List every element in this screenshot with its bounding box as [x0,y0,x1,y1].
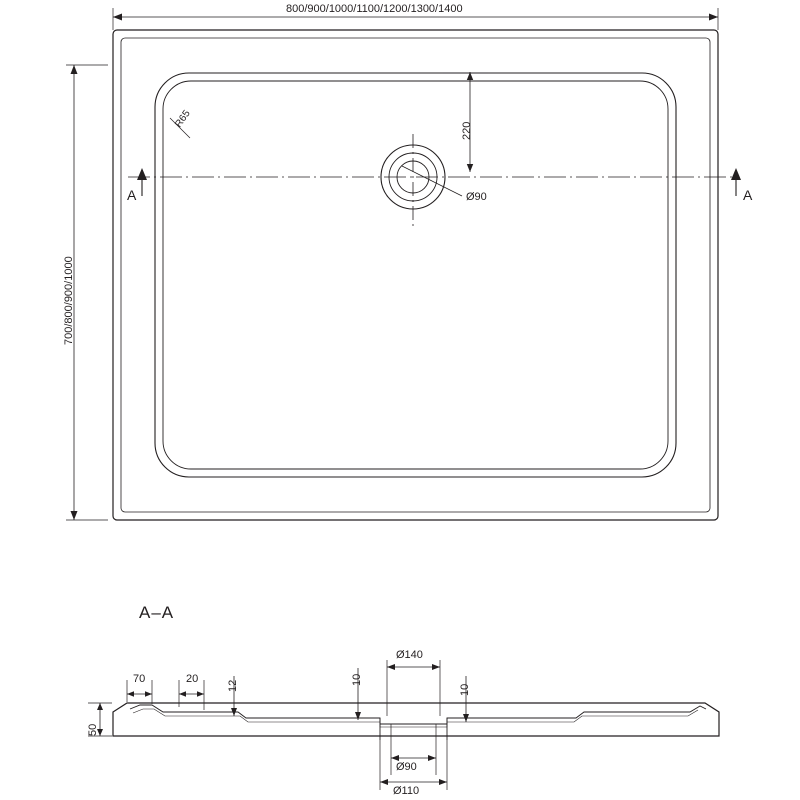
drain-outer-diameter-label: Ø110 [393,785,420,797]
section-inner-profile [130,705,706,724]
section-marker-right: A [743,187,753,203]
dim20-arrow-right [197,691,204,696]
drain-diameter-label: Ø90 [466,191,487,203]
d140-arrow-right [432,664,440,670]
tray-outer-outline [113,30,718,520]
edge-width-label: 70 [133,673,146,685]
drain-wall-label: 10 [459,683,471,696]
tray-basin-outline [155,73,676,477]
left-dim-arrow-top [71,65,78,74]
d140-arrow-left [387,664,395,670]
section-marker-left: A [127,187,137,203]
dim70-arrow-left [127,691,134,696]
d90-arrow-right [428,755,436,761]
top-dim-arrow-right [709,14,718,21]
drain-offset-arrow-bottom [467,164,473,172]
drain-offset-label: 220 [461,121,473,140]
height-label: 50 [87,723,99,736]
tray-outer-inner-offset [121,38,710,512]
top-dim-arrow-left [113,14,122,21]
radius-label: R65 [173,108,193,130]
dim50-arrow-top [97,703,103,710]
inner-depth-label: 12 [227,679,239,692]
section-arrow-left [137,168,147,180]
tray-basin-inner-outline [163,81,668,469]
drain-bore-diameter-label: Ø90 [396,761,417,773]
dim70-arrow-right [145,691,152,696]
top-dimension-label: 800/900/1000/1100/1200/1300/1400 [286,3,463,15]
left-dimension-label: 700/800/900/1000 [63,256,75,345]
section-title: A–A [139,603,175,622]
step-width-label: 20 [186,673,199,685]
d110-arrow-left [380,779,388,785]
left-dim-arrow-bottom [71,511,78,520]
d110-arrow-right [439,779,447,785]
dim20-arrow-left [179,691,186,696]
drain-top-diameter-label: Ø140 [396,649,423,661]
section-arrow-right [731,168,741,180]
drain-depth-label: 10 [351,673,363,686]
dim10a-arrow [355,712,361,720]
